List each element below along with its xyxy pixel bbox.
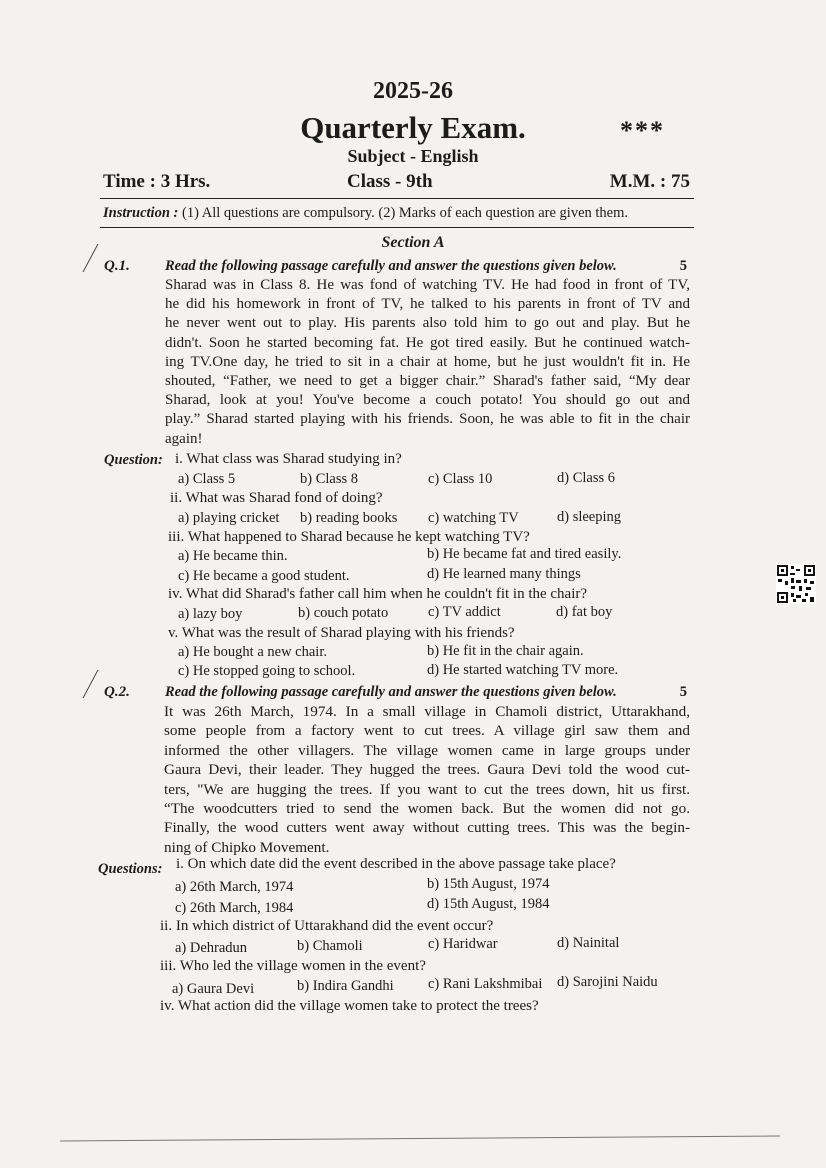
option: d) He learned many things xyxy=(427,566,581,582)
q1-questions-label: Question: xyxy=(104,452,163,468)
option: b) Indira Gandhi xyxy=(297,978,394,994)
option: c) 26th March, 1984 xyxy=(175,900,294,916)
option: a) Dehradun xyxy=(175,940,248,956)
exam-title: Quarterly Exam. xyxy=(300,110,526,145)
q1-marks: 5 xyxy=(679,258,687,274)
q1-passage xyxy=(165,276,690,449)
option: a) 26th March, 1974 xyxy=(175,879,294,895)
passage-line: he did his homework in front of TV, he talked to his parents in front of TV and xyxy=(165,296,690,313)
passage-line: ters, "We are hugging the trees. If you want to cut the trees down, hit us first. xyxy=(164,780,690,798)
option: d) Class 6 xyxy=(557,470,615,486)
q1-question-i: i. What class was Sharad studying in? xyxy=(175,451,402,467)
option: d) Nainital xyxy=(557,935,620,951)
option: c) He became a good student. xyxy=(178,568,350,584)
option: a) lazy boy xyxy=(178,606,243,622)
q1-number: Q.1. xyxy=(104,258,130,275)
option: a) He bought a new chair. xyxy=(178,644,327,660)
instruction-text: (1) All questions are compulsory. (2) Marks of each question are given them. xyxy=(181,205,629,221)
option: b) He fit in the chair again. xyxy=(427,643,584,659)
passage-line: “The woodcutters tried to send the women back. But the women did not go. xyxy=(164,800,690,818)
option: d) fat boy xyxy=(556,604,613,620)
option: b) 15th August, 1974 xyxy=(427,876,550,892)
passage-line: some people from a factory went to cut trees. A village girl saw them and xyxy=(164,722,690,740)
option: a) Gaura Devi xyxy=(172,981,255,997)
passage-line: Gaura Devi, their leader. They hugged the trees. Gaura Devi told the wood cut- xyxy=(164,761,690,779)
option: c) Rani Lakshmibai xyxy=(428,976,543,992)
passage-line: Sharad was in Class 8. He was fond of watching TV. He had food in front of TV, xyxy=(165,277,690,293)
subject-line: Subject - English xyxy=(347,146,479,166)
section-a-title: Section A xyxy=(381,234,445,251)
instruction-line xyxy=(103,205,628,222)
option: b) reading books xyxy=(300,510,398,526)
q1-question-v: v. What was the result of Sharad playing with his friends? xyxy=(168,625,515,641)
option: d) 15th August, 1984 xyxy=(427,896,550,912)
option: b) couch potato xyxy=(298,605,389,621)
passage-line: shouted, “Father, we need to get a bigger chair.” Sharad's father said, “My dear xyxy=(165,373,690,390)
q2-passage xyxy=(164,702,690,857)
passage-line: he never went out to play. His parents also told him to go out and play. But he xyxy=(165,315,690,332)
passage-line: didn't. Soon he started becoming fat. He got tired easily. But he continued watch- xyxy=(165,334,690,351)
q2-number: Q.2. xyxy=(104,684,130,701)
option: a) He became thin. xyxy=(178,548,288,564)
q2-question-i: i. On which date did the event described in the above passage take place? xyxy=(176,856,616,872)
time-label: Time : 3 Hrs. xyxy=(103,171,211,192)
qr-code xyxy=(776,564,816,604)
option: c) TV addict xyxy=(428,604,501,620)
passage-line: informed the other villagers. The village women came in large groups under xyxy=(164,741,690,759)
q1-heading xyxy=(165,258,687,275)
header-rule-top xyxy=(100,198,694,199)
option: d) sleeping xyxy=(557,509,622,525)
passage-line: ing TV.One day, he tried to sit in a chair at home, but he just wouldn't fit in. He xyxy=(165,353,690,370)
passage-line: play.” Sharad started playing with his friends. Soon, he was able to fit in the chair xyxy=(165,411,690,428)
q2-heading xyxy=(165,684,687,701)
class-label: Class - 9th xyxy=(347,171,433,192)
q2-question-iii: iii. Who led the village women in the event? xyxy=(160,958,426,974)
q1-heading-text: Read the following passage carefully and answer the questions given below. xyxy=(165,258,617,274)
q2-question-ii: ii. In which district of Uttarakhand did the event occur? xyxy=(160,918,494,934)
q2-question-iv: iv. What action did the village women take to protect the trees? xyxy=(160,998,539,1014)
option: c) watching TV xyxy=(428,510,519,526)
option: d) He started watching TV more. xyxy=(427,662,619,678)
option: a) playing cricket xyxy=(178,510,280,526)
page-bottom-rule xyxy=(60,1135,780,1141)
header-rule-bottom xyxy=(100,227,694,228)
option: b) He became fat and tired easily. xyxy=(427,546,622,562)
option: b) Class 8 xyxy=(300,471,358,487)
option: b) Chamoli xyxy=(297,938,363,954)
exam-year: 2025-26 xyxy=(373,78,453,104)
option: a) Class 5 xyxy=(178,471,236,487)
q2-marks: 5 xyxy=(679,684,687,700)
q1-question-iii: iii. What happened to Sharad because he kept watching TV? xyxy=(168,529,530,545)
q2-heading-text: Read the following passage carefully and answer the questions given below. xyxy=(165,684,617,700)
option: d) Sarojini Naidu xyxy=(557,974,658,990)
option: c) Haridwar xyxy=(428,936,498,952)
option: c) Class 10 xyxy=(428,471,493,487)
option: c) He stopped going to school. xyxy=(178,663,356,679)
q1-question-ii: ii. What was Sharad fond of doing? xyxy=(170,490,383,506)
passage-line: Finally, the wood cutters went away without cutting trees. This was the begin- xyxy=(164,819,690,837)
passage-line: again! xyxy=(165,430,203,447)
passage-line: ning of Chipko Movement. xyxy=(164,838,330,856)
instruction-label: Instruction : xyxy=(103,205,179,221)
q1-question-iv: iv. What did Sharad's father call him when he couldn't fit in the chair? xyxy=(168,586,588,602)
passage-line: Sharad, look at you! You've become a couch potato! You should go out and xyxy=(165,392,690,409)
max-marks-label: M.M. : 75 xyxy=(609,171,690,192)
passage-line: It was 26th March, 1974. In a small village in Chamoli district, Uttarakhand, xyxy=(164,703,690,720)
q2-questions-label: Questions: xyxy=(98,861,163,877)
stars-mark: *** xyxy=(620,116,665,145)
